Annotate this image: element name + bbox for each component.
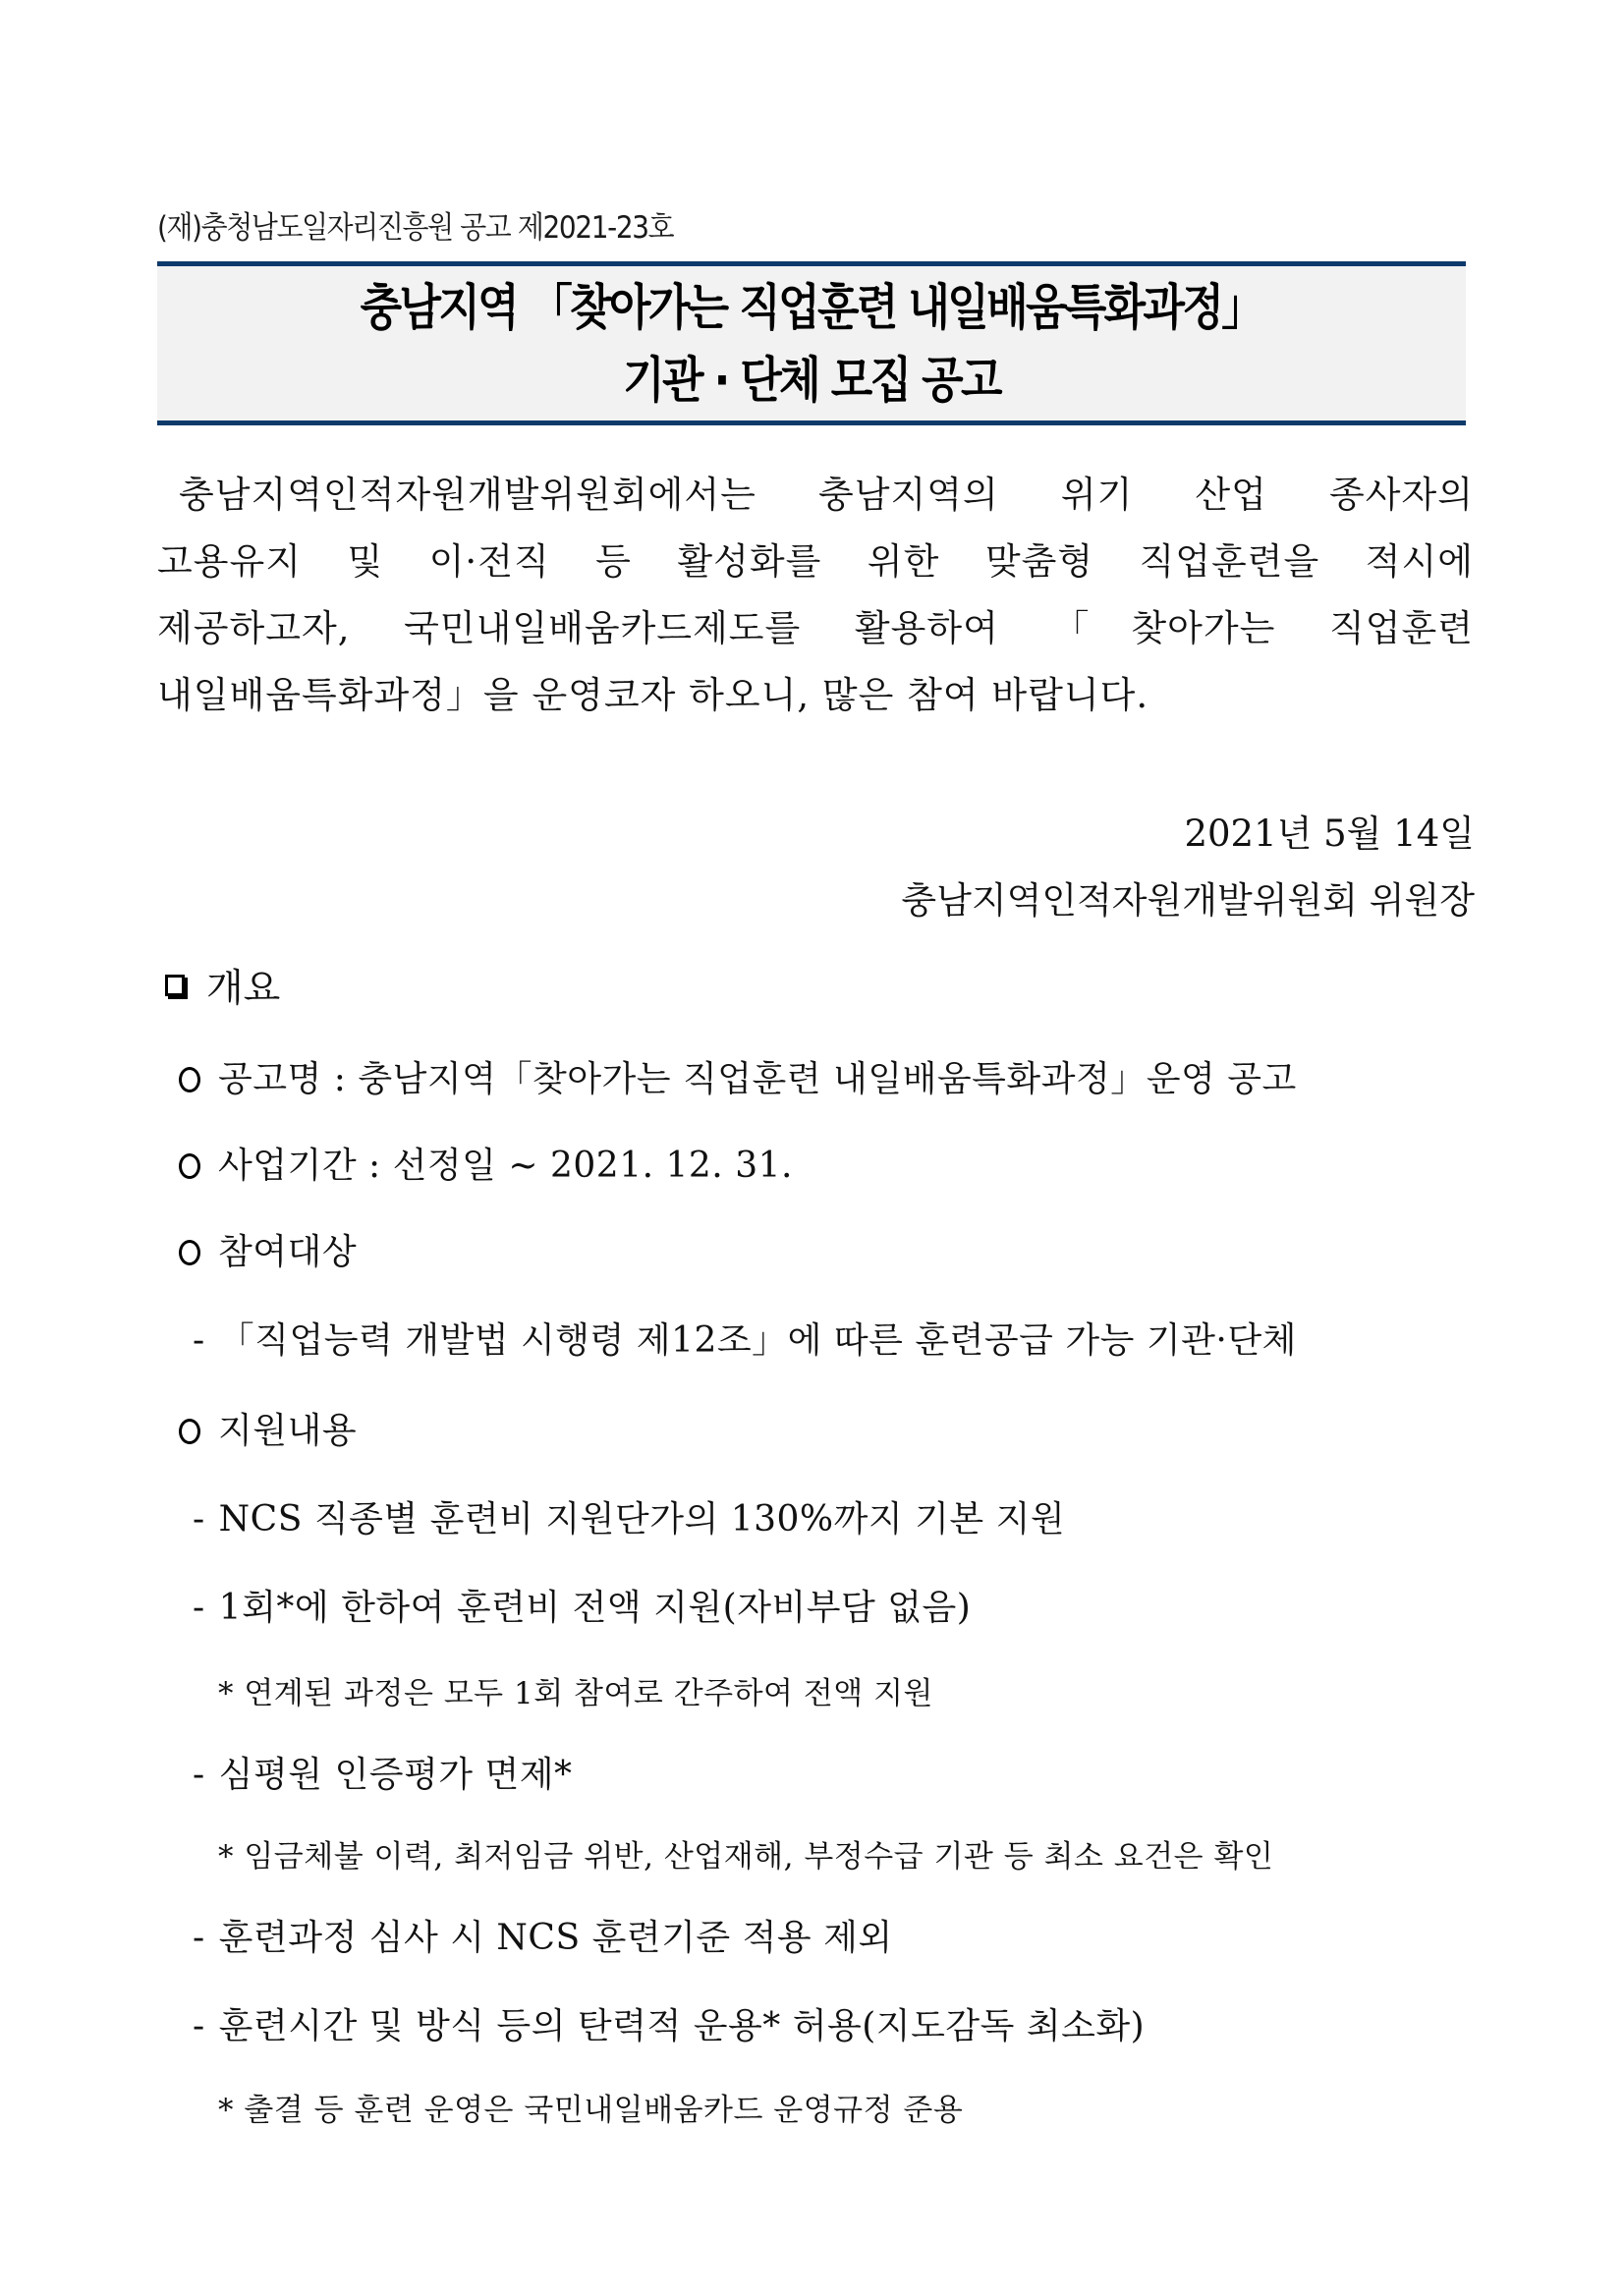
note-text: * 연계된 과정은 모두 1회 참여로 간주하여 전액 지원 xyxy=(218,1676,933,1711)
item-text: 사업기간 : 선정일 ~ 2021. 12. 31. xyxy=(218,1146,793,1186)
item-text: 1회*에 한하여 훈련비 전액 지원(자비부담 없음) xyxy=(218,1588,972,1628)
list-item xyxy=(179,1403,357,1453)
list-item xyxy=(193,1491,1065,1541)
dash-bullet: - xyxy=(193,1499,205,1540)
item-text: 참여대상 xyxy=(218,1232,358,1272)
signature-block xyxy=(901,801,1475,934)
dash-bullet: - xyxy=(193,1918,205,1958)
item-text: 심평원 인증평가 면제* xyxy=(218,1755,573,1795)
item-text: 공고명 : 충남지역「찾아가는 직업훈련 내일배움특화과정」운영 공고 xyxy=(218,1059,1297,1099)
circle-bullet-icon xyxy=(179,1153,200,1179)
list-item xyxy=(179,1138,793,1188)
list-item xyxy=(179,1051,1297,1101)
dash-bullet: - xyxy=(193,2006,205,2046)
title-line-2: 기관 · 단체 모집 공고 xyxy=(623,351,1000,409)
dash-bullet: - xyxy=(193,1320,205,1361)
intro-paragraph xyxy=(157,462,1474,729)
list-item xyxy=(193,1580,971,1630)
intro-line: 제공하고자, 국민내일배움카드제도를 활용하여 「찾아가는 직업훈련 xyxy=(157,607,1474,649)
circle-bullet-icon xyxy=(179,1240,200,1265)
intro-line: 내일배움특화과정」을 운영코자 하오니, 많은 참여 바랍니다. xyxy=(157,674,1149,716)
footnote xyxy=(218,1831,1273,1876)
title-line-1: 충남지역 「찾아가는 직업훈련 내일배움특화과정」 xyxy=(360,278,1263,336)
notice-number: (재)충청남도일자리진흥원 공고 제2021-23호 xyxy=(157,210,674,246)
intro-line: 충남지역인적자원개발위원회에서는 충남지역의 위기 산업 종사자의 xyxy=(179,474,1474,516)
note-text: * 출결 등 훈련 운영은 국민내일배움카드 운영규정 준용 xyxy=(218,2093,964,2128)
dash-bullet: - xyxy=(193,1588,205,1628)
list-item xyxy=(193,1747,573,1797)
intro-line: 고용유지 및 이·전직 등 활성화를 위한 맞춤형 직업훈련을 적시에 xyxy=(157,540,1474,583)
note-text: * 임금체불 이력, 최저임금 위반, 산업재해, 부정수급 기관 등 최소 요건은 확인 xyxy=(218,1839,1274,1875)
item-text: 지원내용 xyxy=(218,1411,358,1451)
list-item xyxy=(193,1313,1297,1363)
list-item xyxy=(193,1998,1145,2048)
announcement-date: 2021년 5월 14일 xyxy=(1184,812,1475,855)
issuer-name: 충남지역인적자원개발위원회 위원장 xyxy=(901,879,1475,922)
item-text: 훈련과정 심사 시 NCS 훈련기준 적용 제외 xyxy=(218,1918,893,1958)
list-item xyxy=(179,1224,357,1274)
item-text: 「직업능력 개발법 시행령 제12조」에 따른 훈련공급 가능 기관·단체 xyxy=(218,1320,1297,1361)
footnote xyxy=(218,1668,933,1712)
circle-bullet-icon xyxy=(179,1067,200,1092)
circle-bullet-icon xyxy=(179,1419,200,1444)
checkbox-square-icon xyxy=(165,975,185,996)
item-text: NCS 직종별 훈련비 지원단가의 130%까지 기본 지원 xyxy=(218,1499,1066,1540)
list-item xyxy=(193,1910,893,1960)
footnote xyxy=(218,2085,963,2129)
section-heading xyxy=(165,958,280,1013)
title-box xyxy=(157,261,1466,425)
dash-bullet: - xyxy=(193,1755,205,1795)
item-text: 훈련시간 및 방식 등의 탄력적 운용* 허용(지도감독 최소화) xyxy=(218,2006,1146,2046)
section-title: 개요 xyxy=(206,967,281,1011)
